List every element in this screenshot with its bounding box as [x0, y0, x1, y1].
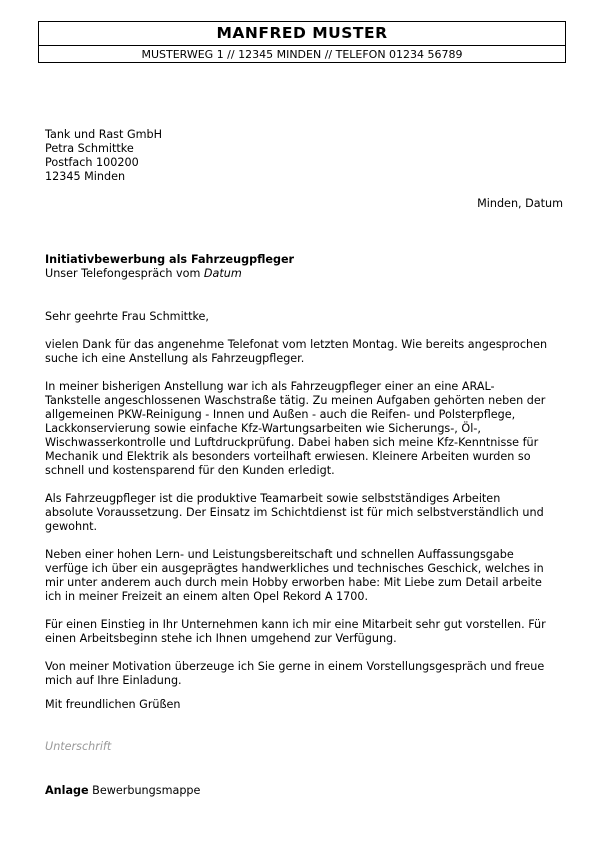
paragraph-line: Lackkonservierung sowie einfache Kfz-Wartungsarbeiten wie Sicherungs-, Öl-, — [45, 422, 481, 435]
paragraph-line: vielen Dank für das angenehme Telefonat vom letzten Montag. Wie bereits angesprochen — [45, 338, 548, 351]
reference-prefix: Unser Telefongespräch vom — [45, 267, 204, 280]
subject-title: Initiativbewerbung als Fahrzeugpfleger — [45, 253, 295, 266]
paragraph-line: Tankstelle angeschlossenen Waschstraße tätig. Zu meinen Aufgaben gehörten neben der — [45, 394, 546, 407]
paragraph-line: Neben einer hohen Lern- und Leistungsbereitschaft und schnellen Auffassungsgabe — [45, 548, 514, 561]
paragraph-line: mich auf Ihre Einladung. — [45, 674, 182, 687]
paragraph-line: Für einen Einstieg in Ihr Unternehmen kann ich mir eine Mitarbeit sehr gut vorstellen. Für — [45, 618, 546, 631]
recipient-company: Tank und Rast GmbH — [45, 128, 163, 141]
sender-name: MANFRED MUSTER — [39, 22, 565, 46]
paragraphs — [45, 338, 565, 688]
reference-date: Datum — [203, 267, 242, 280]
signature-placeholder: Unterschrift — [45, 740, 112, 753]
paragraph-line: Als Fahrzeugpfleger ist die produktive Teamarbeit sowie selbstständiges Arbeiten — [45, 492, 501, 505]
salutation: Sehr geehrte Frau Schmittke, — [45, 310, 209, 323]
paragraph-line: suche ich eine Anstellung als Fahrzeugpfleger. — [45, 352, 305, 365]
subject-reference — [45, 267, 294, 281]
paragraph-line: Mechanik und Elektrik als besonders vorteilhaft erwiesen. Kleinere Arbeiten wurden so — [45, 450, 531, 463]
letterhead — [38, 21, 566, 63]
attachment — [45, 784, 200, 798]
paragraph-line: absolute Voraussetzung. Der Einsatz im Schichtdienst ist für mich selbstverständlich und — [45, 506, 544, 519]
paragraph-line: einen Arbeitsbeginn stehe ich Ihnen umgehend zur Verfügung. — [45, 632, 397, 645]
paragraph-line: mir unter anderem auch durch mein Hobby erworben habe: Mit Liebe zum Detail arbeite — [45, 576, 542, 589]
letter-body — [45, 310, 565, 702]
paragraph-line: allgemeinen PKW-Reinigung - Innen und Außen - auch die Reifen- und Polsterpflege, — [45, 408, 516, 421]
recipient-city: 12345 Minden — [45, 170, 126, 183]
recipient-po-box: Postfach 100200 — [45, 156, 139, 169]
body-paragraph — [45, 660, 565, 688]
paragraph-line: gewohnt. — [45, 520, 98, 533]
closing: Mit freundlichen Grüßen — [45, 698, 181, 711]
recipient-address — [45, 128, 162, 184]
subject-block — [45, 253, 294, 281]
sender-address: MUSTERWEG 1 // 12345 MINDEN // TELEFON 01234 56789 — [141, 48, 463, 61]
body-paragraph — [45, 548, 565, 604]
body-paragraph — [45, 338, 565, 366]
attachment-label: Anlage — [45, 784, 89, 797]
paragraph-line: schnell und kostensparend für den Kunden erledigt. — [45, 464, 335, 477]
paragraph-line: ich in meiner Freizeit an einem alten Opel Rekord A 1700. — [45, 590, 369, 603]
recipient-contact: Petra Schmittke — [45, 142, 134, 155]
body-paragraph — [45, 380, 565, 478]
attachment-text: Bewerbungsmappe — [88, 784, 201, 797]
paragraph-line: Von meiner Motivation überzeuge ich Sie gerne in einem Vorstellungsgespräch und freue — [45, 660, 545, 673]
paragraph-line: verfüge ich über ein ausgeprägtes handwerkliches und technisches Geschick, welches in — [45, 562, 544, 575]
body-paragraph — [45, 492, 565, 534]
place-date: Minden, Datum — [477, 197, 563, 210]
body-paragraph — [45, 618, 565, 646]
paragraph-line: In meiner bisherigen Anstellung war ich als Fahrzeugpfleger einer an eine ARAL- — [45, 380, 495, 393]
paragraph-line: Wischwasserkontrolle und Luftdruckprüfung. Dabei haben sich meine Kfz-Kenntnisse für — [45, 436, 539, 449]
